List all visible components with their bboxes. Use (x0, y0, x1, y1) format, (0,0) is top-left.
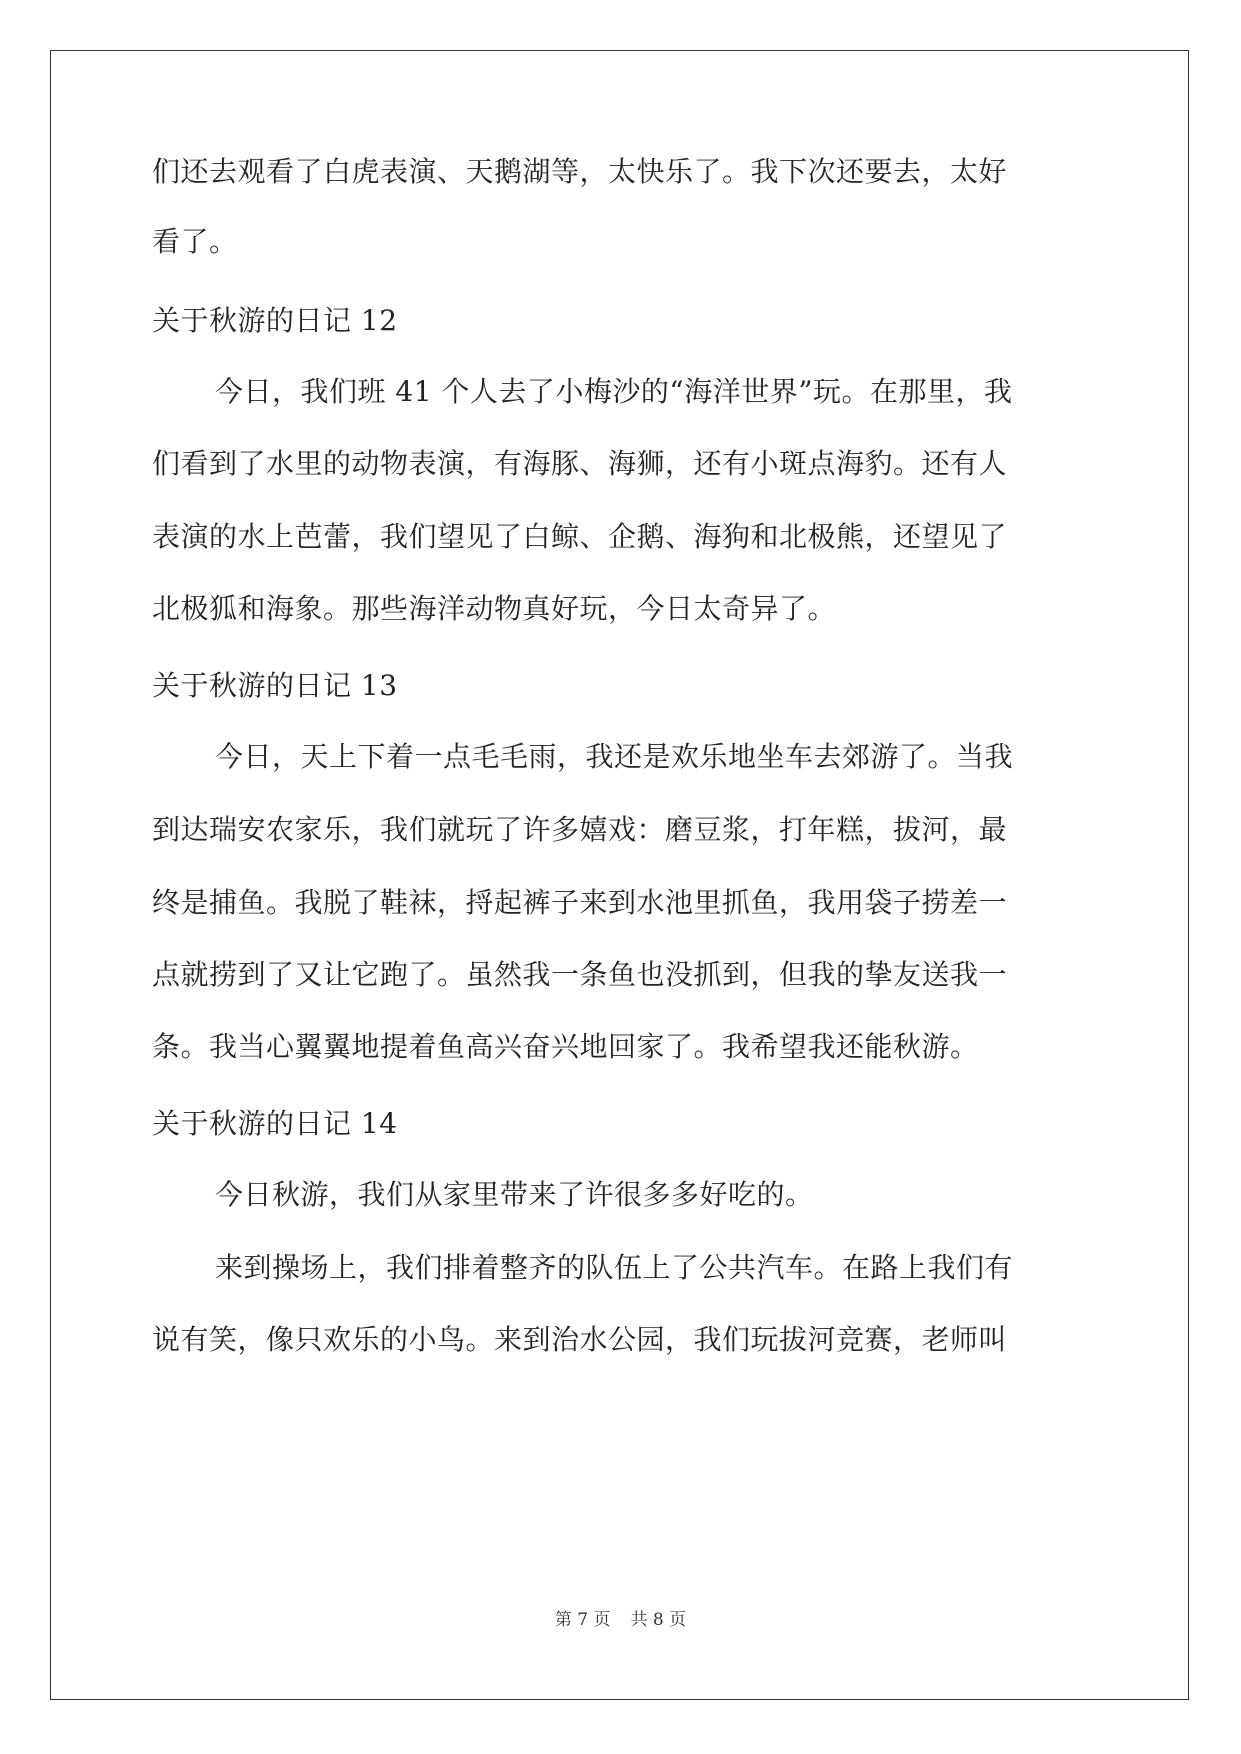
paragraph-line: 条。我当心翼翼地提着鱼高兴奋兴地回家了。我希望我还能秋游。 (152, 1030, 979, 1063)
paragraph-line: 看了。 (152, 225, 238, 258)
paragraph-line: 终是捕鱼。我脱了鞋袜，捋起裤子来到水池里抓鱼，我用袋子捞差一 (152, 886, 1008, 919)
page-total: 共 8 页 (630, 1610, 687, 1630)
paragraph-line: 们看到了水里的动物表演，有海豚、海狮，还有小斑点海豹。还有人 (152, 447, 1008, 480)
paragraph-line: 到达瑞安农家乐，我们就玩了许多嬉戏：磨豆浆，打年糕，拔河，最 (152, 813, 1008, 846)
page-number: 第 7 页 (554, 1610, 611, 1630)
paragraph-line: 今日，我们班 41 个人去了小梅沙的“海洋世界”玩。在那里，我 (215, 375, 1013, 408)
paragraph-line: 说有笑，像只欢乐的小鸟。来到治水公园，我们玩拔河竞赛，老师叫 (152, 1323, 1008, 1356)
paragraph-line: 来到操场上，我们排着整齐的队伍上了公共汽车。在路上我们有 (215, 1251, 1014, 1284)
page-footer (0, 1608, 1241, 1632)
paragraph-line: 北极狐和海象。那些海洋动物真好玩，今日太奇异了。 (152, 592, 837, 625)
page-border (50, 50, 1189, 1700)
paragraph-line: 们还去观看了白虎表演、天鹅湖等，太快乐了。我下次还要去，太好 (152, 155, 1008, 188)
paragraph-line: 点就捞到了又让它跑了。虽然我一条鱼也没抓到，但我的挚友送我一 (152, 958, 1008, 991)
section-heading: 关于秋游的日记 12 (152, 304, 398, 337)
section-heading: 关于秋游的日记 14 (152, 1107, 398, 1140)
paragraph-line: 表演的水上芭蕾，我们望见了白鲸、企鹅、海狗和北极熊，还望见了 (152, 520, 1008, 553)
paragraph-line: 今日，天上下着一点毛毛雨，我还是欢乐地坐车去郊游了。当我 (215, 740, 1014, 773)
section-heading: 关于秋游的日记 13 (152, 669, 398, 702)
paragraph-line: 今日秋游，我们从家里带来了许很多多好吃的。 (215, 1178, 814, 1211)
